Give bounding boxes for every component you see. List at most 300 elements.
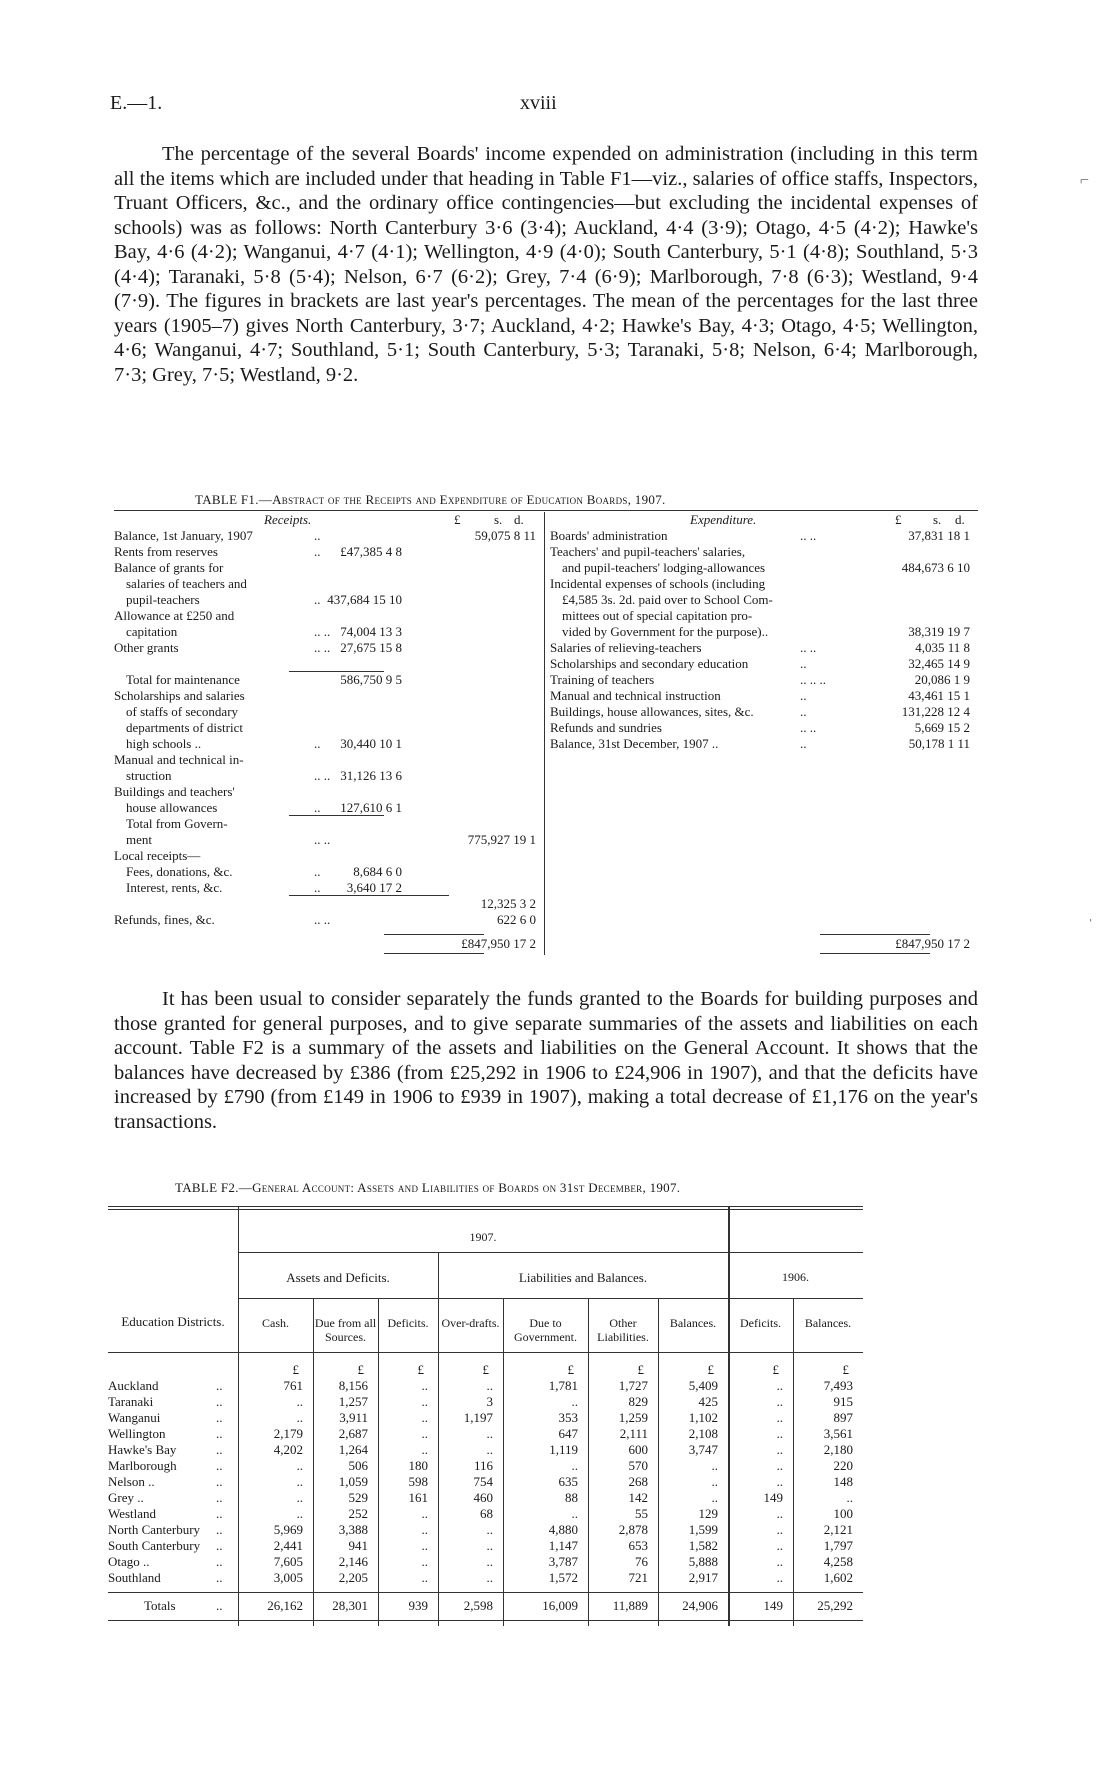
f2-value: .. xyxy=(776,1474,783,1489)
f2-unit: £ xyxy=(417,1362,424,1377)
f2-liabilities-header: Liabilities and Balances. xyxy=(518,1270,648,1285)
f2-value: 570 xyxy=(628,1458,648,1473)
f2-value: 2,108 xyxy=(688,1426,718,1441)
f2-value: 1,582 xyxy=(688,1538,718,1553)
f2-district-leader: .. xyxy=(216,1394,223,1409)
receipt-row xyxy=(114,784,542,800)
f2-value: 1,059 xyxy=(338,1474,368,1489)
f2-value: 1,797 xyxy=(823,1538,853,1553)
f2-value: .. xyxy=(486,1570,493,1585)
table-f1-caption-title: Abstract of the Receipts and Expenditure of Education Boards, 1907. xyxy=(272,492,666,507)
receipt-government-rule xyxy=(289,815,384,816)
f2-value: 941 xyxy=(348,1538,368,1553)
f2-total-value: 28,301 xyxy=(332,1598,368,1613)
f2-value: 598 xyxy=(408,1474,428,1489)
f2-total-value: 2,598 xyxy=(463,1598,493,1613)
table-f1-receipts xyxy=(114,512,542,962)
f2-value: .. xyxy=(776,1522,783,1537)
f2-district-leader: .. xyxy=(216,1378,223,1393)
expenditure-amount: 4,035 11 8 xyxy=(915,640,970,655)
f2-value: 1,602 xyxy=(823,1570,853,1585)
f2-value: 2,687 xyxy=(338,1426,368,1441)
f2-value: 529 xyxy=(348,1490,368,1505)
f2-value: 915 xyxy=(833,1394,853,1409)
f2-value: .. xyxy=(571,1506,578,1521)
receipt-subtotal-rule xyxy=(289,671,384,672)
expenditure-leader: .. .. .. xyxy=(800,672,826,687)
receipt-grand-total: £847,950 17 2 xyxy=(461,936,536,951)
f2-value: 7,493 xyxy=(823,1378,853,1393)
f2-value: 3,005 xyxy=(273,1570,303,1585)
receipt-label: Total from Govern- xyxy=(126,816,228,831)
f2-district-name: Wellington xyxy=(108,1426,166,1441)
expenditure-label: Training of teachers xyxy=(550,672,655,687)
receipt-label: ment xyxy=(126,832,152,847)
f2-value: 460 xyxy=(473,1490,493,1505)
f2-unit: £ xyxy=(292,1362,299,1377)
f2-value: 2,205 xyxy=(338,1570,368,1585)
f2-value: 1,572 xyxy=(548,1570,578,1585)
f2-total-value: 11,889 xyxy=(612,1598,648,1613)
f2-value: 180 xyxy=(408,1458,428,1473)
f2-value: .. xyxy=(296,1474,303,1489)
receipt-label: house allowances xyxy=(126,800,218,815)
f2-total-value: 25,292 xyxy=(817,1598,853,1613)
receipt-row xyxy=(114,544,542,560)
f2-value: .. xyxy=(571,1458,578,1473)
f2-value: .. xyxy=(486,1378,493,1393)
expenditure-row xyxy=(550,704,978,720)
expenditure-leader: .. .. xyxy=(800,640,817,655)
expenditure-label: Manual and technical instruction xyxy=(550,688,721,703)
receipt-row xyxy=(114,656,542,672)
receipt-row xyxy=(114,912,542,928)
receipt-label: departments of district xyxy=(126,720,243,735)
f2-value: 3,561 xyxy=(823,1426,853,1441)
f2-district-name: Taranaki xyxy=(108,1394,154,1409)
f2-value: 2,180 xyxy=(823,1442,853,1457)
f2-district-name: Southland xyxy=(108,1570,161,1585)
f2-value: 76 xyxy=(635,1554,648,1569)
expenditure-row xyxy=(550,576,978,592)
paragraph-building-and-general-funds xyxy=(114,987,978,1134)
f2-column-header: Deficits. xyxy=(740,1316,781,1330)
f2-value: 148 xyxy=(833,1474,853,1489)
table-f1-expenditure xyxy=(550,512,978,962)
f2-value: 55 xyxy=(635,1506,648,1521)
receipt-amount: 59,075 8 11 xyxy=(474,528,536,543)
receipt-leader: .. .. xyxy=(314,624,331,639)
f2-value: 3,747 xyxy=(688,1442,718,1457)
f2-value: 5,409 xyxy=(688,1378,718,1393)
table-f2-caption-title: General Account: Assets and Liabilities of Boards on 31st December, 1907. xyxy=(252,1180,681,1195)
receipt-row xyxy=(114,896,542,912)
table-f1-caption-lead: TABLE F1.— xyxy=(195,492,273,507)
expenditure-label: Scholarships and secondary education xyxy=(550,656,749,671)
f2-value: .. xyxy=(486,1554,493,1569)
f2-value: 897 xyxy=(833,1410,853,1425)
f2-column-header: Other Liabilities. xyxy=(597,1316,649,1344)
receipt-row xyxy=(114,592,542,608)
f2-rule-under-1907 xyxy=(238,1252,728,1253)
receipt-subamount: 127,610 6 1 xyxy=(340,800,402,815)
receipt-leader: .. xyxy=(314,864,321,879)
f2-value: .. xyxy=(711,1458,718,1473)
receipts-lsd-pound: £ xyxy=(454,512,461,527)
f2-column-header: Balances. xyxy=(804,1316,852,1330)
expenditure-leader: .. xyxy=(800,688,807,703)
f2-value: 2,146 xyxy=(338,1554,368,1569)
f2-district-leader: .. xyxy=(216,1570,223,1585)
expenditure-label: Buildings, house allowances, sites, &c. xyxy=(550,704,754,719)
f2-value: 8,156 xyxy=(338,1378,368,1393)
f2-value: .. xyxy=(776,1378,783,1393)
f2-value: 3,911 xyxy=(339,1410,368,1425)
f2-value: 4,258 xyxy=(823,1554,853,1569)
table-f2 xyxy=(108,1206,1098,1626)
f2-value: 2,441 xyxy=(273,1538,303,1553)
receipts-lsd-shilling: s. xyxy=(494,512,503,527)
f2-value: .. xyxy=(486,1442,493,1457)
f2-value: .. xyxy=(776,1458,783,1473)
f2-district-name: Marlborough xyxy=(108,1458,177,1473)
f2-value: .. xyxy=(296,1490,303,1505)
f2-value: 353 xyxy=(558,1410,578,1425)
receipt-leader: .. xyxy=(314,736,321,751)
expenditure-row xyxy=(550,528,978,544)
f2-value: 220 xyxy=(833,1458,853,1473)
receipt-subamount: 27,675 15 8 xyxy=(340,640,402,655)
f2-value: 721 xyxy=(628,1570,648,1585)
receipt-row xyxy=(114,768,542,784)
receipt-row xyxy=(114,816,542,832)
table-f2-caption xyxy=(175,1180,680,1196)
f2-value: .. xyxy=(421,1426,428,1441)
f2-rule-top xyxy=(108,1206,863,1207)
f2-district-leader: .. xyxy=(216,1474,223,1489)
f2-value: 1,599 xyxy=(688,1522,718,1537)
f2-district-leader: .. xyxy=(216,1458,223,1473)
f2-value: 268 xyxy=(628,1474,648,1489)
f2-column-header: Cash. xyxy=(262,1316,289,1330)
f2-value: 1,257 xyxy=(338,1394,368,1409)
f2-unit: £ xyxy=(567,1362,574,1377)
receipt-leader: .. xyxy=(314,528,321,543)
expenditure-row xyxy=(550,624,978,640)
f2-district-name: Wanganui xyxy=(108,1410,161,1425)
paragraph-1-text: The percentage of the several Boards' income expended on administration (including in this term all the items which are included under that heading in Table F1—viz., salaries of office staffs, Inspectors, Truant Officers, &c., and the ordinary office contingencies—but excluding the incidental expenses of schools) was as follows: North Canterbury 3·6 (3·4); Auckland, 4·4 (3·9); Otago, 4·5 (4·2); Hawke's Bay, 4·6 (4·2); Wanganui, 4·7 (4·1); Wellington, 4·9 (4·0); South Canterbury, 5·1 (4·8); Southland, 5·3 (4·4); Taranaki, 5·8 (5·4); Nelson, 6·7 (6·2); Grey, 7·4 (6·9); Marlborough, 7·8 (6·3); Westland, 9·4 (7·9). The figures in brackets are last year's percentages. The mean of the percentages for the last three years (1905–7) gives North Canterbury, 3·7; Auckland, 4·2; Hawke's Bay, 4·3; Otago, 4·5; Wellington, 4·6; Wanganui, 4·7; Southland, 5·1; South Canterbury, 5·3; Taranaki, 5·8; Nelson, 6·4; Marlborough, 7·3; Grey, 7·5; Westland, 9·2. xyxy=(114,143,978,386)
receipt-label: of staffs of secondary xyxy=(126,704,239,719)
f2-district-name: Auckland xyxy=(108,1378,159,1393)
expenditure-lsd-shilling: s. xyxy=(933,512,942,527)
receipt-amount: 622 6 0 xyxy=(497,912,536,927)
f2-value: .. xyxy=(296,1410,303,1425)
f2-value: 5,969 xyxy=(273,1522,303,1537)
f2-value: 1,147 xyxy=(548,1538,578,1553)
f2-value: 1,781 xyxy=(548,1378,578,1393)
f2-district-leader: .. xyxy=(216,1554,223,1569)
receipt-amount: 775,927 19 1 xyxy=(467,832,536,847)
receipt-row xyxy=(114,800,542,816)
receipt-subamount: 3,640 17 2 xyxy=(346,880,402,895)
f2-district-leader: .. xyxy=(216,1538,223,1553)
expenditure-leader: .. .. xyxy=(800,720,817,735)
table-f2-caption-lead: TABLE F2.— xyxy=(175,1180,253,1195)
f2-unit: £ xyxy=(357,1362,364,1377)
f2-value: 761 xyxy=(283,1378,303,1393)
expenditure-row xyxy=(550,544,978,560)
f2-unit: £ xyxy=(707,1362,714,1377)
expenditure-label: Balance, 31st December, 1907 .. xyxy=(550,736,719,751)
f2-value: 2,121 xyxy=(823,1522,853,1537)
receipt-row xyxy=(114,848,542,864)
receipt-label: Scholarships and salaries xyxy=(114,688,245,703)
f2-district-name: North Canterbury xyxy=(108,1522,201,1537)
expenditure-amount: 20,086 1 9 xyxy=(914,672,970,687)
expenditure-row xyxy=(550,688,978,704)
receipt-label: Fees, donations, &c. xyxy=(126,864,233,879)
expenditure-amount: 5,669 15 2 xyxy=(914,720,970,735)
expenditure-label: mittees out of special capitation pro- xyxy=(562,608,753,623)
expenditure-amount: 50,178 1 11 xyxy=(908,736,970,751)
expenditure-grand-total: £847,950 17 2 xyxy=(895,936,970,951)
f2-value: 635 xyxy=(558,1474,578,1489)
receipt-subamount: 437,684 15 10 xyxy=(327,592,402,607)
f2-value: 1,102 xyxy=(688,1410,718,1425)
f2-column-header: Balances. xyxy=(669,1316,717,1330)
expenditure-label: and pupil-teachers' lodging-allowances xyxy=(562,560,766,575)
receipt-subamount: 8,684 6 0 xyxy=(353,864,402,879)
f2-district-name: Nelson .. xyxy=(108,1474,155,1489)
f2-district-name: Hawke's Bay xyxy=(108,1442,177,1457)
f2-district-name: Westland xyxy=(108,1506,157,1521)
f2-rule-above-totals xyxy=(108,1592,863,1593)
f2-value: .. xyxy=(776,1442,783,1457)
receipt-row xyxy=(114,832,542,848)
f2-rule-bottom xyxy=(108,1620,863,1621)
receipt-leader: .. .. xyxy=(314,832,331,847)
f2-value: 829 xyxy=(628,1394,648,1409)
receipt-local-rule xyxy=(289,895,449,896)
f2-value: .. xyxy=(776,1394,783,1409)
expenditure-leader: .. xyxy=(800,704,807,719)
f2-value: .. xyxy=(421,1570,428,1585)
receipt-subamount: 31,126 13 6 xyxy=(340,768,402,783)
f2-value: 1,264 xyxy=(338,1442,368,1457)
receipt-leader: .. .. xyxy=(314,912,331,927)
f2-district-leader: .. xyxy=(216,1426,223,1441)
expenditure-label: Incidental expenses of schools (including xyxy=(550,576,766,591)
f2-assets-header: Assets and Deficits. xyxy=(286,1270,390,1285)
f2-value: 1,119 xyxy=(549,1442,578,1457)
f2-districts-header: Education Districts. xyxy=(121,1314,225,1329)
receipt-total-rule-bottom xyxy=(384,953,484,954)
receipt-label: Interest, rents, &c. xyxy=(126,880,223,895)
receipt-label: pupil-teachers xyxy=(126,592,200,607)
f2-value: .. xyxy=(776,1410,783,1425)
receipt-leader: .. xyxy=(314,880,321,895)
receipt-row xyxy=(114,704,542,720)
f2-value: 2,878 xyxy=(618,1522,648,1537)
margin-mark: ⌐ xyxy=(1080,172,1090,189)
receipt-label: Refunds, fines, &c. xyxy=(114,912,215,927)
receipt-leader: .. .. xyxy=(314,768,331,783)
f2-value: .. xyxy=(421,1538,428,1553)
f2-value: .. xyxy=(486,1426,493,1441)
f2-value: 149 xyxy=(763,1490,783,1505)
receipt-label: Total for maintenance xyxy=(126,672,240,687)
expenditure-label: Refunds and sundries xyxy=(550,720,662,735)
f2-value: .. xyxy=(421,1522,428,1537)
f2-year-1907: 1907. xyxy=(469,1230,497,1244)
f2-value: .. xyxy=(711,1490,718,1505)
expenditure-row xyxy=(550,656,978,672)
expenditure-row xyxy=(550,592,978,608)
expenditure-leader: .. xyxy=(800,736,807,751)
f2-value: 754 xyxy=(473,1474,493,1489)
f2-value: 4,202 xyxy=(273,1442,303,1457)
f2-district-name: Otago .. xyxy=(108,1554,150,1569)
receipt-label: Buildings and teachers' xyxy=(114,784,235,799)
f2-value: 3,388 xyxy=(338,1522,368,1537)
receipts-lsd-pence: d. xyxy=(514,512,524,527)
receipt-leader: .. xyxy=(314,592,321,607)
expenditure-amount: 37,831 18 1 xyxy=(908,528,970,543)
expenditure-amount: 43,461 15 1 xyxy=(908,688,970,703)
expenditure-total-rule-bottom xyxy=(820,953,930,954)
f2-unit: £ xyxy=(772,1362,779,1377)
f2-value: 88 xyxy=(565,1490,578,1505)
receipt-subamount: 30,440 10 1 xyxy=(340,736,402,751)
f2-value: .. xyxy=(421,1394,428,1409)
f2-value: 252 xyxy=(348,1506,368,1521)
f2-rule-under-groups xyxy=(238,1298,863,1299)
receipt-label: Other grants xyxy=(114,640,179,655)
expenditure-label: Salaries of relieving-teachers xyxy=(550,640,702,655)
receipt-row xyxy=(114,752,542,768)
receipt-label: Rents from reserves xyxy=(114,544,218,559)
f2-value: 7,605 xyxy=(273,1554,303,1569)
f2-value: .. xyxy=(776,1570,783,1585)
expenditure-row xyxy=(550,736,978,752)
expenditure-row xyxy=(550,672,978,688)
expenditure-amount: 484,673 6 10 xyxy=(901,560,970,575)
f2-column-header: Due from all Sources. xyxy=(314,1316,377,1344)
receipts-heading: Receipts. xyxy=(264,512,312,527)
f2-total-value: 16,009 xyxy=(542,1598,578,1613)
f2-value: 1,259 xyxy=(618,1410,648,1425)
paragraph-administration-percentages xyxy=(114,142,978,387)
document-reference: E.—1. xyxy=(110,92,163,114)
f2-value: .. xyxy=(486,1538,493,1553)
f2-value: 1,197 xyxy=(463,1410,493,1425)
f2-value: 3,787 xyxy=(548,1554,578,1569)
receipt-label: Balance, 1st January, 1907 xyxy=(114,528,253,543)
f2-district-leader: .. xyxy=(216,1490,223,1505)
receipt-amount: 12,325 3 2 xyxy=(480,896,536,911)
receipt-row xyxy=(114,736,542,752)
f2-value: 100 xyxy=(833,1506,853,1521)
receipt-row xyxy=(114,576,542,592)
f2-value: .. xyxy=(296,1506,303,1521)
f2-value: .. xyxy=(711,1474,718,1489)
receipt-label: high schools .. xyxy=(126,736,202,751)
receipt-subamount: 74,004 13 3 xyxy=(340,624,402,639)
expenditure-label: £4,585 3s. 2d. paid over to School Com- xyxy=(562,592,773,607)
f2-value: .. xyxy=(776,1506,783,1521)
expenditure-row xyxy=(550,560,978,576)
f2-unit: £ xyxy=(637,1362,644,1377)
receipt-row xyxy=(114,880,542,896)
receipt-subamount: 586,750 9 5 xyxy=(340,672,402,687)
receipt-label: Balance of grants for xyxy=(114,560,224,575)
f2-value: .. xyxy=(421,1378,428,1393)
f2-value: 653 xyxy=(628,1538,648,1553)
receipt-row xyxy=(114,608,542,624)
receipt-label: Manual and technical in- xyxy=(114,752,244,767)
f2-value: 5,888 xyxy=(688,1554,718,1569)
f2-value: .. xyxy=(421,1554,428,1569)
receipt-label: Local receipts— xyxy=(114,848,201,863)
expenditure-leader: .. xyxy=(800,656,807,671)
receipt-leader: .. .. xyxy=(314,640,331,655)
f2-district-leader: .. xyxy=(216,1442,223,1457)
receipt-row xyxy=(114,528,542,544)
f2-year-1906: 1906. xyxy=(782,1270,809,1284)
receipt-label: capitation xyxy=(126,624,178,639)
receipt-total-rule-top xyxy=(384,934,484,935)
f2-total-value: 26,162 xyxy=(267,1598,303,1613)
receipt-leader: .. xyxy=(314,544,321,559)
f2-value: 116 xyxy=(473,1458,493,1473)
f2-value: 2,111 xyxy=(619,1426,648,1441)
f2-column-header: Due to Government. xyxy=(514,1316,577,1344)
table-f1-caption xyxy=(195,492,666,508)
f2-totals-label: Totals xyxy=(144,1598,176,1613)
f2-value: .. xyxy=(776,1426,783,1441)
expenditure-label: vided by Government for the purpose).. xyxy=(562,624,769,639)
table-f1-divider xyxy=(544,512,545,955)
expenditure-amount: 38,319 19 7 xyxy=(908,624,970,639)
expenditure-total-rule-top xyxy=(820,934,930,935)
expenditure-label: Boards' administration xyxy=(550,528,668,543)
f2-column-header: Over-drafts. xyxy=(441,1316,500,1330)
f2-value: 2,917 xyxy=(688,1570,718,1585)
receipt-row xyxy=(114,864,542,880)
receipt-label: Allowance at £250 and xyxy=(114,608,235,623)
f2-value: .. xyxy=(571,1394,578,1409)
receipt-label: salaries of teachers and xyxy=(126,576,247,591)
receipt-leader: .. xyxy=(314,800,321,815)
expenditure-leader: .. .. xyxy=(800,528,817,543)
f2-total-value: 24,906 xyxy=(682,1598,718,1613)
receipt-row xyxy=(114,640,542,656)
f2-district-leader: .. xyxy=(216,1410,223,1425)
f2-value: .. xyxy=(421,1442,428,1457)
expenditure-lsd-pound: £ xyxy=(895,512,902,527)
f2-value: .. xyxy=(421,1410,428,1425)
f2-value: 600 xyxy=(628,1442,648,1457)
f2-rule-top-2 xyxy=(108,1209,863,1210)
f2-district-name: South Canterbury xyxy=(108,1538,201,1553)
f2-value: .. xyxy=(776,1554,783,1569)
f2-totals-leader: .. xyxy=(216,1598,223,1613)
expenditure-amount: 131,228 12 4 xyxy=(901,704,970,719)
f2-total-value: 939 xyxy=(408,1598,428,1613)
f2-column-header: Deficits. xyxy=(387,1316,429,1330)
f2-value: 647 xyxy=(558,1426,578,1441)
receipt-row xyxy=(114,624,542,640)
